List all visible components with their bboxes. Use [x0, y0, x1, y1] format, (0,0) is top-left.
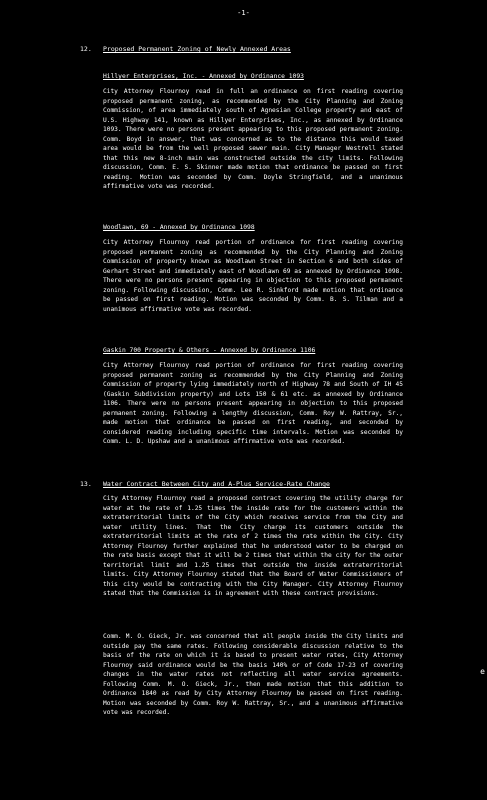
section-text-woodlawn: City Attorney Flournoy read portion of ordinance for first reading covering proposed permanent zoning as recommended by the City Planning and Zoning Commission of property known as Woodlawn Street in Section 6 and both sides of Gerhart Street and immediately east of Woodlawn 69 as annexed by Ordinance 1098. There were no persons present appearing in objection to this proposed permanent zoning. Following discussion, Comm. Lee R. Sinkford made motion that ordinance be passed on first reading. Motion was seconded by Comm. B. S. Tilman and a unanimous affirmative vote was recorded. [103, 239, 403, 313]
section-heading-gaskin: Gaskin 700 Property & Others - Annexed by Ordinance 1106 [103, 347, 316, 354]
item-13-paragraph-1: City Attorney Flournoy read a proposed contract covering the utility charge for water at the rate of 1.25 times the inside rate for the customers within the extraterritorial limits of the City which receives service from the City and water utility lines. That the City charge its customers outside the extraterritorial limits at the rate of 2 times the rate within the City. City Attorney Flournoy further explained that he understood water to be charged on the rate basis except that it will be 2 times that within the city for the outer territorial limit and 1.25 times that outside the inside extraterritorial limits. City Attorney Flournoy stated that the Board of Water Commissioners of this city would be contracting with the City Manager. City Attorney Flournoy stated that the Commission is in agreement with these contract provisions. [103, 495, 403, 598]
section-text-gaskin: City Attorney Flournoy read portion of ordinance for first reading covering proposed permanent zoning as recommended by the City Planning and Zoning Commission of property lying immediately north of Highway 78 and South of IH 45 (Gaskin Subdivision property) and Lots 150 & 61 etc. as annexed by Ordinance 1106. There were no persons present appearing in objection to this proposed permanent zoning. Following a lengthy discussion, Comm. Roy W. Rattray, Sr., made motion that ordinance be passed on first reading, and seconded by considered reading including specific time intervals. Motion was seconded by Comm. L. D. Upshaw and a unanimous affirmative vote was recorded. [103, 362, 403, 446]
section-text-hillyer: City Attorney Flournoy read in full an ordinance on first reading covering proposed permanent zoning, as recommended by the City Planning and Zoning Commission, of area immediately south of Agnesian College property and east of U.S. Highway 141, known as Hillyer Enterprises, Inc., as annexed by Ordinance 1093. There were no persons present appearing to this proposed permanent zoning. Comm. Boyd in answer, that was concerned as to the distance this would taxed area would be from the well proposed sewer main. City Manager Westrell stated that this new 8-inch main was constructed outside the city limits. Following discussion, Comm. E. S. Skinner made motion that ordinance be passed on first reading. Motion was seconded by Comm. Doyle Stringfield, and a unanimous affirmative vote was recorded. [103, 88, 403, 191]
section-heading-woodlawn: Woodlawn, 69 - Annexed by Ordinance 1098 [103, 224, 255, 231]
item-12-heading: Proposed Permanent Zoning of Newly Annexed Areas [103, 45, 291, 53]
page-number: -1- [237, 9, 250, 17]
section-heading-hillyer: Hillyer Enterprises, Inc. - Annexed by Ordinance 1093 [103, 73, 304, 80]
item-13-paragraph-2: Comm. M. O. Gieck, Jr. was concerned that all people inside the City limits and outside pay the same rates. Following considerable discussion relative to the basis of the rate on which it is based to present water rates, City Attorney Flournoy said ordinance would be the basis 140% or of Code 17-23 of covering changes in the water rates not reflecting all water service agreements. Following Comm. M. O. Gieck, Jr., then made motion that this addition to Ordinance 1840 as read by City Attorney Flournoy be passed on first reading. Motion was seconded by Comm. Roy W. Rattray, Sr., and a unanimous affirmative vote was recorded. [103, 633, 403, 717]
item-number-13: 13. [80, 480, 92, 488]
margin-mark: e [480, 667, 485, 676]
item-number-12: 12. [80, 45, 92, 53]
item-13-heading: Water Contract Between City and A-Plus Service-Rate Change [103, 480, 330, 488]
